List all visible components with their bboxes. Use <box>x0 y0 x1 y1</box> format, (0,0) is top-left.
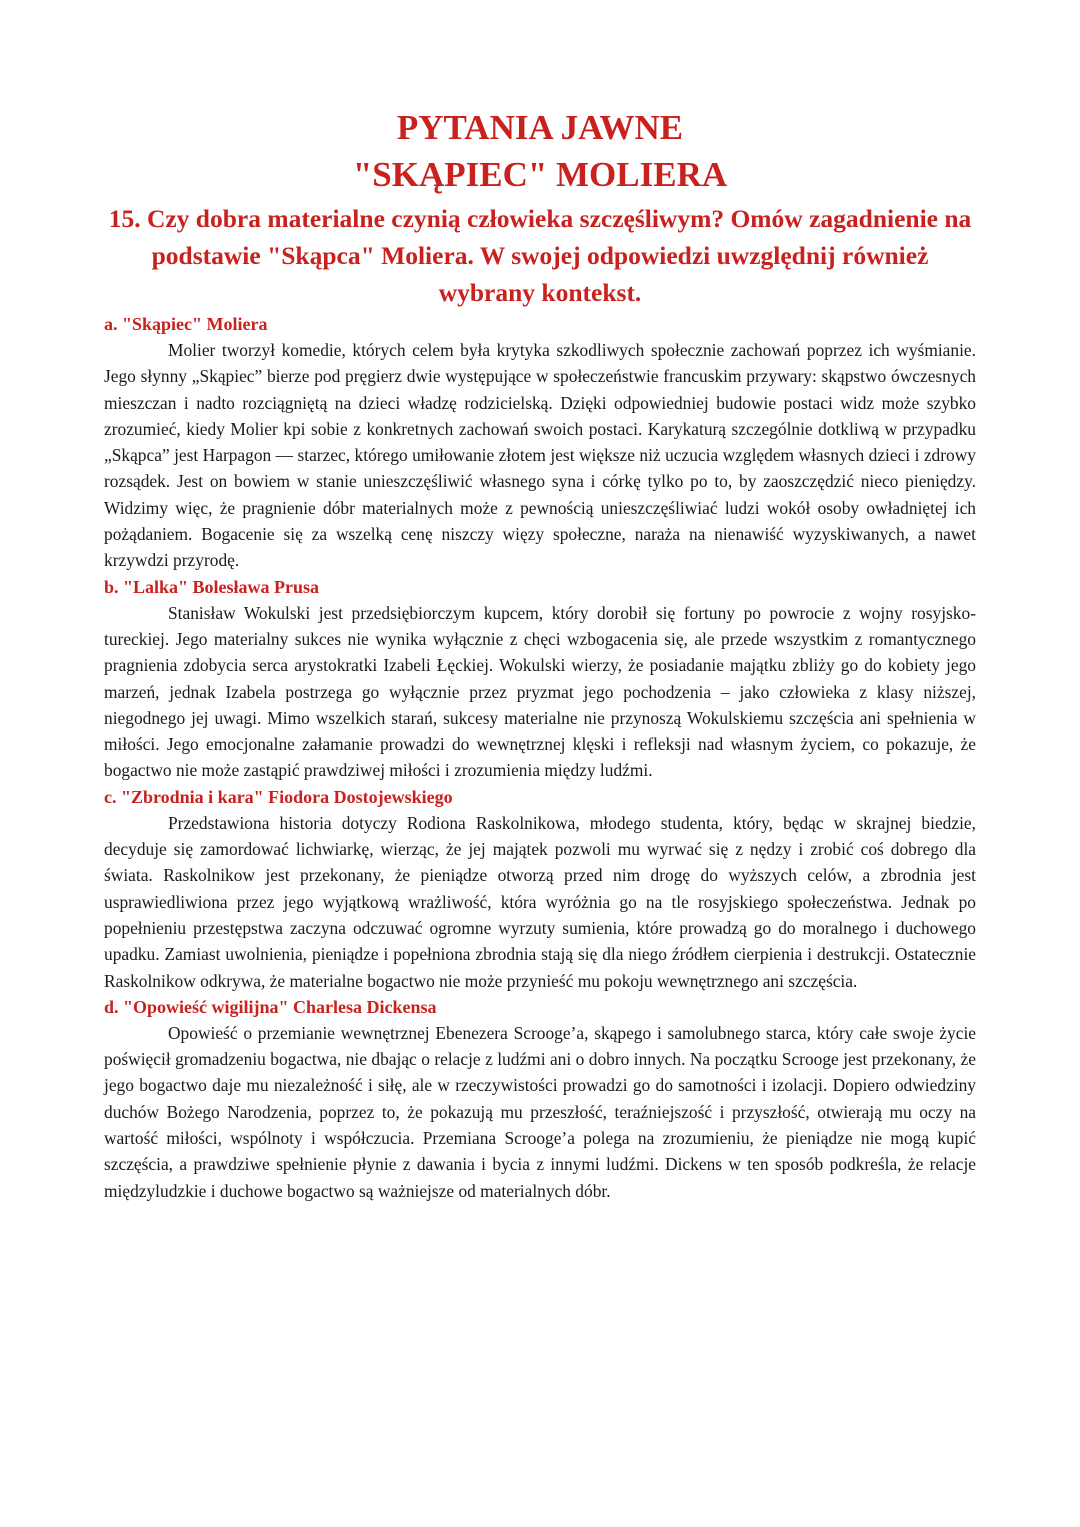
section-lalka <box>104 574 976 784</box>
section-heading: c. "Zbrodnia i kara" Fiodora Dostojewskiego <box>104 786 453 807</box>
title-line-2: "SKĄPIEC" MOLIERA <box>352 155 728 194</box>
question-heading: 15. Czy dobra materialne czynią człowieka szczęśliwym? Omów zagadnienie na podstawie "Skąpca" Moliera. W swojej odpowiedzi uwzględnij również wybrany kontekst. <box>108 204 972 307</box>
document-title <box>104 104 976 198</box>
document-page <box>104 104 976 1204</box>
section-paragraph: Opowieść o przemianie wewnętrznej Ebenezera Scrooge’a, skąpego i samolubnego starca, który całe swoje życie poświęcił gromadzeniu bogactwa, nie dbając o relacje z ludźmi ani o dobro innych. Na początku Scrooge jest przekonany, że jego bogactwo daje mu niezależność i siłę, ale w rzeczywistości prowadzi go do samotności i izolacji. Dopiero odwiedziny duchów Bożego Narodzenia, poprzez to, że pokazują mu przeszłość, teraźniejszość i przyszłość, otwierają mu oczy na wartość miłości, wspólnoty i współczucia. Przemiana Scrooge’a polega na zrozumieniu, że pieniądze nie mogą kupić szczęścia, a prawdziwe spełnienie płynie z dawania i bycia z innymi ludźmi. Dickens w ten sposób podkreśla, że relacje międzyludzkie i duchowe bogactwo są ważniejsze od materialnych dóbr. <box>104 1022 976 1201</box>
section-heading: a. "Skąpiec" Moliera <box>104 314 268 334</box>
title-line-1: PYTANIA JAWNE <box>396 108 684 147</box>
section-heading: b. "Lalka" Bolesława Prusa <box>104 576 320 597</box>
section-skapiec <box>104 311 976 574</box>
section-opowiesc-wigilijna <box>104 994 976 1204</box>
section-zbrodnia-i-kara <box>104 784 976 994</box>
section-heading: d. "Opowieść wigilijna" Charlesa Dickensa <box>104 996 437 1017</box>
section-paragraph: Molier tworzył komedie, których celem była krytyka szkodliwych społecznie zachowań poprzez ich wyśmianie. Jego słynny „Skąpiec” bierze pod pręgierz dwie występujące w społeczeństwie francuskim przywary: skąpstwo ówczesnych mieszczan i nadto rozciągniętą na dzieci władzę rodzicielską. Dzięki odpowiedniej budowie postaci widz może szybko zrozumieć, kiedy Molier kpi sobie z konkretnych zachowań swoich postaci. Karykaturą szczególnie dotkliwą w przypadku „Skąpca” jest Harpagon — starzec, którego umiłowanie złotem jest większe niż uczucia względem własnych dzieci i zdrowy rozsądek. Jest on bowiem w stanie unieszczęśliwić własnego syna i córkę tylko po to, by zaoszczędzić nieco pieniędzy. Widzimy więc, że pragnienie dóbr materialnych może z pewnością unieszczęśliwiać ludzi wokół osoby owładniętej ich pożądaniem. Bogacenie się za wszelką cenę niszczy więzy społeczne, naraża na nienawiść wyzyskiwanych, a nawet krzywdzi przyrodę. <box>104 340 976 571</box>
section-paragraph: Stanisław Wokulski jest przedsiębiorczym kupcem, który dorobił się fortuny po powrocie z wojny rosyjsko-tureckiej. Jego materialny sukces nie wynika wyłącznie z chęci wzbogacenia się, ale przede wszystkim z romantycznego pragnienia zdobycia serca arystokratki Izabeli Łęckiej. Wokulski wierzy, że posiadanie majątku zbliży go do kobiety jego marzeń, jednak Izabela postrzega go wyłącznie przez pryzmat jego pochodzenia – jako człowieka z klasy niższej, niegodnego jej uwagi. Mimo wszelkich starań, sukcesy materialne nie przynoszą Wokulskiemu szczęścia ani spełnienia w miłości. Jego emocjonalne załamanie prowadzi do wewnętrznej klęski i refleksji nad własnym życiem, co pokazuje, że bogactwo nie może zastąpić prawdziwej miłości i zrozumienia między ludźmi. <box>104 602 976 781</box>
section-paragraph: Przedstawiona historia dotyczy Rodiona Raskolnikowa, młodego studenta, który, będąc w skrajnej biedzie, decyduje się zamordować lichwiarkę, wierząc, że jej majątek pozwoli mu wyrwać się z nędzy i zrobić coś dobrego dla świata. Raskolnikow jest przekonany, że pieniądze otworzą przed nim drogę do wyższych celów, a zbrodnia jest usprawiedliwiona przez jego wyjątkową wrażliwość, która wyróżnia go na tle rosyjskiego społeczeństwa. Jednak po popełnieniu przestępstwa zaczyna odczuwać ogromne wyrzuty sumienia, które prowadzą go do moralnego i duchowego upadku. Zamiast uwolnienia, pieniądze i popełniona zbrodnia stają się dla niego źródłem cierpienia i destrukcji. Ostatecznie Raskolnikow odkrywa, że materialne bogactwo nie może przynieść mu pokoju wewnętrznego ani szczęścia. <box>104 812 976 991</box>
